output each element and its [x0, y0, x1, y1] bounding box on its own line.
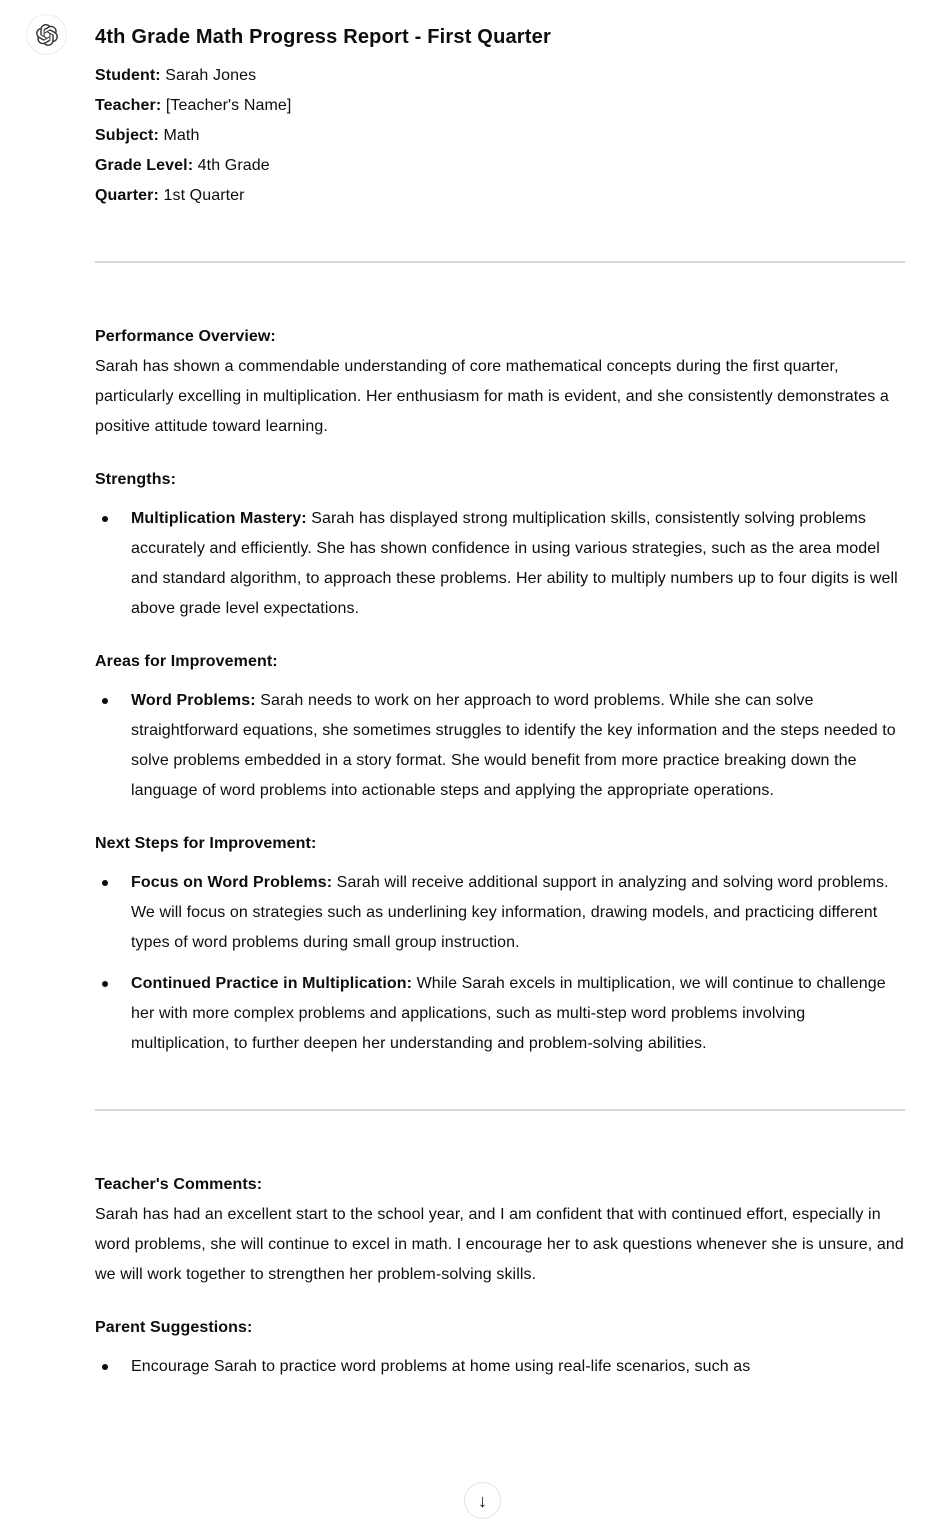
info-label: Quarter: [95, 187, 159, 204]
section-text: Sarah has shown a commendable understanding of core mathematical concepts during the first quarter, particularly excelling in multiplication. Her enthusiasm for math is evident, and she consistently demonstrates a positive attitude toward learning. [95, 358, 889, 435]
list-item [95, 686, 905, 806]
list-item-lead: Continued Practice in Multiplication: [131, 975, 413, 992]
strengths-list [95, 504, 905, 624]
info-value: 4th Grade [193, 157, 270, 174]
info-line-quarter [95, 181, 905, 211]
list-item [95, 969, 905, 1059]
info-line-subject [95, 121, 905, 151]
list-item-lead: Multiplication Mastery: [131, 510, 307, 527]
section-parent-suggestions-heading [95, 1313, 905, 1343]
section-text: Sarah has had an excellent start to the school year, and I am confident that with continued effort, especially in word problems, she will continue to excel in math. I encourage her to ask questions whenever she is unsure, and we will work together to strengthen her problem-solving skills. [95, 1206, 904, 1283]
report-title: 4th Grade Math Progress Report - First Quarter [95, 26, 551, 48]
section-divider [95, 261, 905, 263]
section-heading: Performance Overview: [95, 328, 276, 345]
scroll-to-bottom-button[interactable] [464, 1482, 501, 1519]
section-divider [95, 1109, 905, 1111]
list-item-text: While Sarah excels in multiplication, we will continue to challenge her with more complex problems and applications, such as multi-step word problems involving multiplication, to further deepen her understanding and problem-solving abilities. [131, 975, 886, 1052]
section-heading: Teacher's Comments: [95, 1176, 263, 1193]
list-item [95, 868, 905, 958]
section-heading: Parent Suggestions: [95, 1319, 253, 1336]
info-value: Sarah Jones [160, 67, 257, 84]
list-item [95, 504, 905, 624]
list-item-text: Encourage Sarah to practice word problems at home using real-life scenarios, such as [131, 1358, 751, 1375]
section-performance-overview [95, 322, 905, 442]
list-item-text: Sarah will receive additional support in analyzing and solving word problems. We will focus on strategies such as underlining key information, drawing models, and practicing different types of word problems during small group instruction. [131, 874, 889, 951]
section-areas-for-improvement-heading [95, 647, 905, 677]
parent-suggestions-list [95, 1352, 905, 1382]
info-label: Teacher: [95, 97, 162, 114]
info-line-grade-level [95, 151, 905, 181]
info-label: Subject: [95, 127, 159, 144]
info-line-student [95, 61, 905, 91]
section-strengths-heading [95, 465, 905, 495]
next-steps-list [95, 868, 905, 1059]
assistant-avatar [26, 14, 67, 55]
arrow-down-icon: ↓ [478, 1490, 487, 1511]
info-value: 1st Quarter [158, 187, 245, 204]
list-item-lead: Focus on Word Problems: [131, 874, 333, 891]
info-value: [Teacher's Name] [161, 97, 292, 114]
section-next-steps-heading [95, 829, 905, 859]
list-item [95, 1352, 905, 1382]
section-heading: Areas for Improvement: [95, 653, 278, 670]
openai-logo-icon [36, 24, 58, 46]
info-value: Math [158, 127, 200, 144]
section-heading: Next Steps for Improvement: [95, 835, 317, 852]
list-item-text: Sarah needs to work on her approach to word problems. While she can solve straightforward equations, she sometimes struggles to identify the key information and the steps needed to solve problems embedded in a story format. She would benefit from more practice breaking down the language of word problems into actionable steps and applying the appropriate operations. [131, 692, 896, 799]
report-info [95, 61, 905, 211]
info-line-teacher [95, 91, 905, 121]
assistant-message [95, 0, 905, 1382]
info-label: Student: [95, 67, 161, 84]
section-teacher-comments [95, 1170, 905, 1290]
info-label: Grade Level: [95, 157, 194, 174]
areas-for-improvement-list [95, 686, 905, 806]
list-item-lead: Word Problems: [131, 692, 256, 709]
list-item-text: Sarah has displayed strong multiplication skills, consistently solving problems accurately and efficiently. She has shown confidence in using various strategies, such as the area model and standard algorithm, to approach these problems. Her ability to multiply numbers up to four digits is well above grade level expectations. [131, 510, 898, 617]
section-heading: Strengths: [95, 471, 176, 488]
